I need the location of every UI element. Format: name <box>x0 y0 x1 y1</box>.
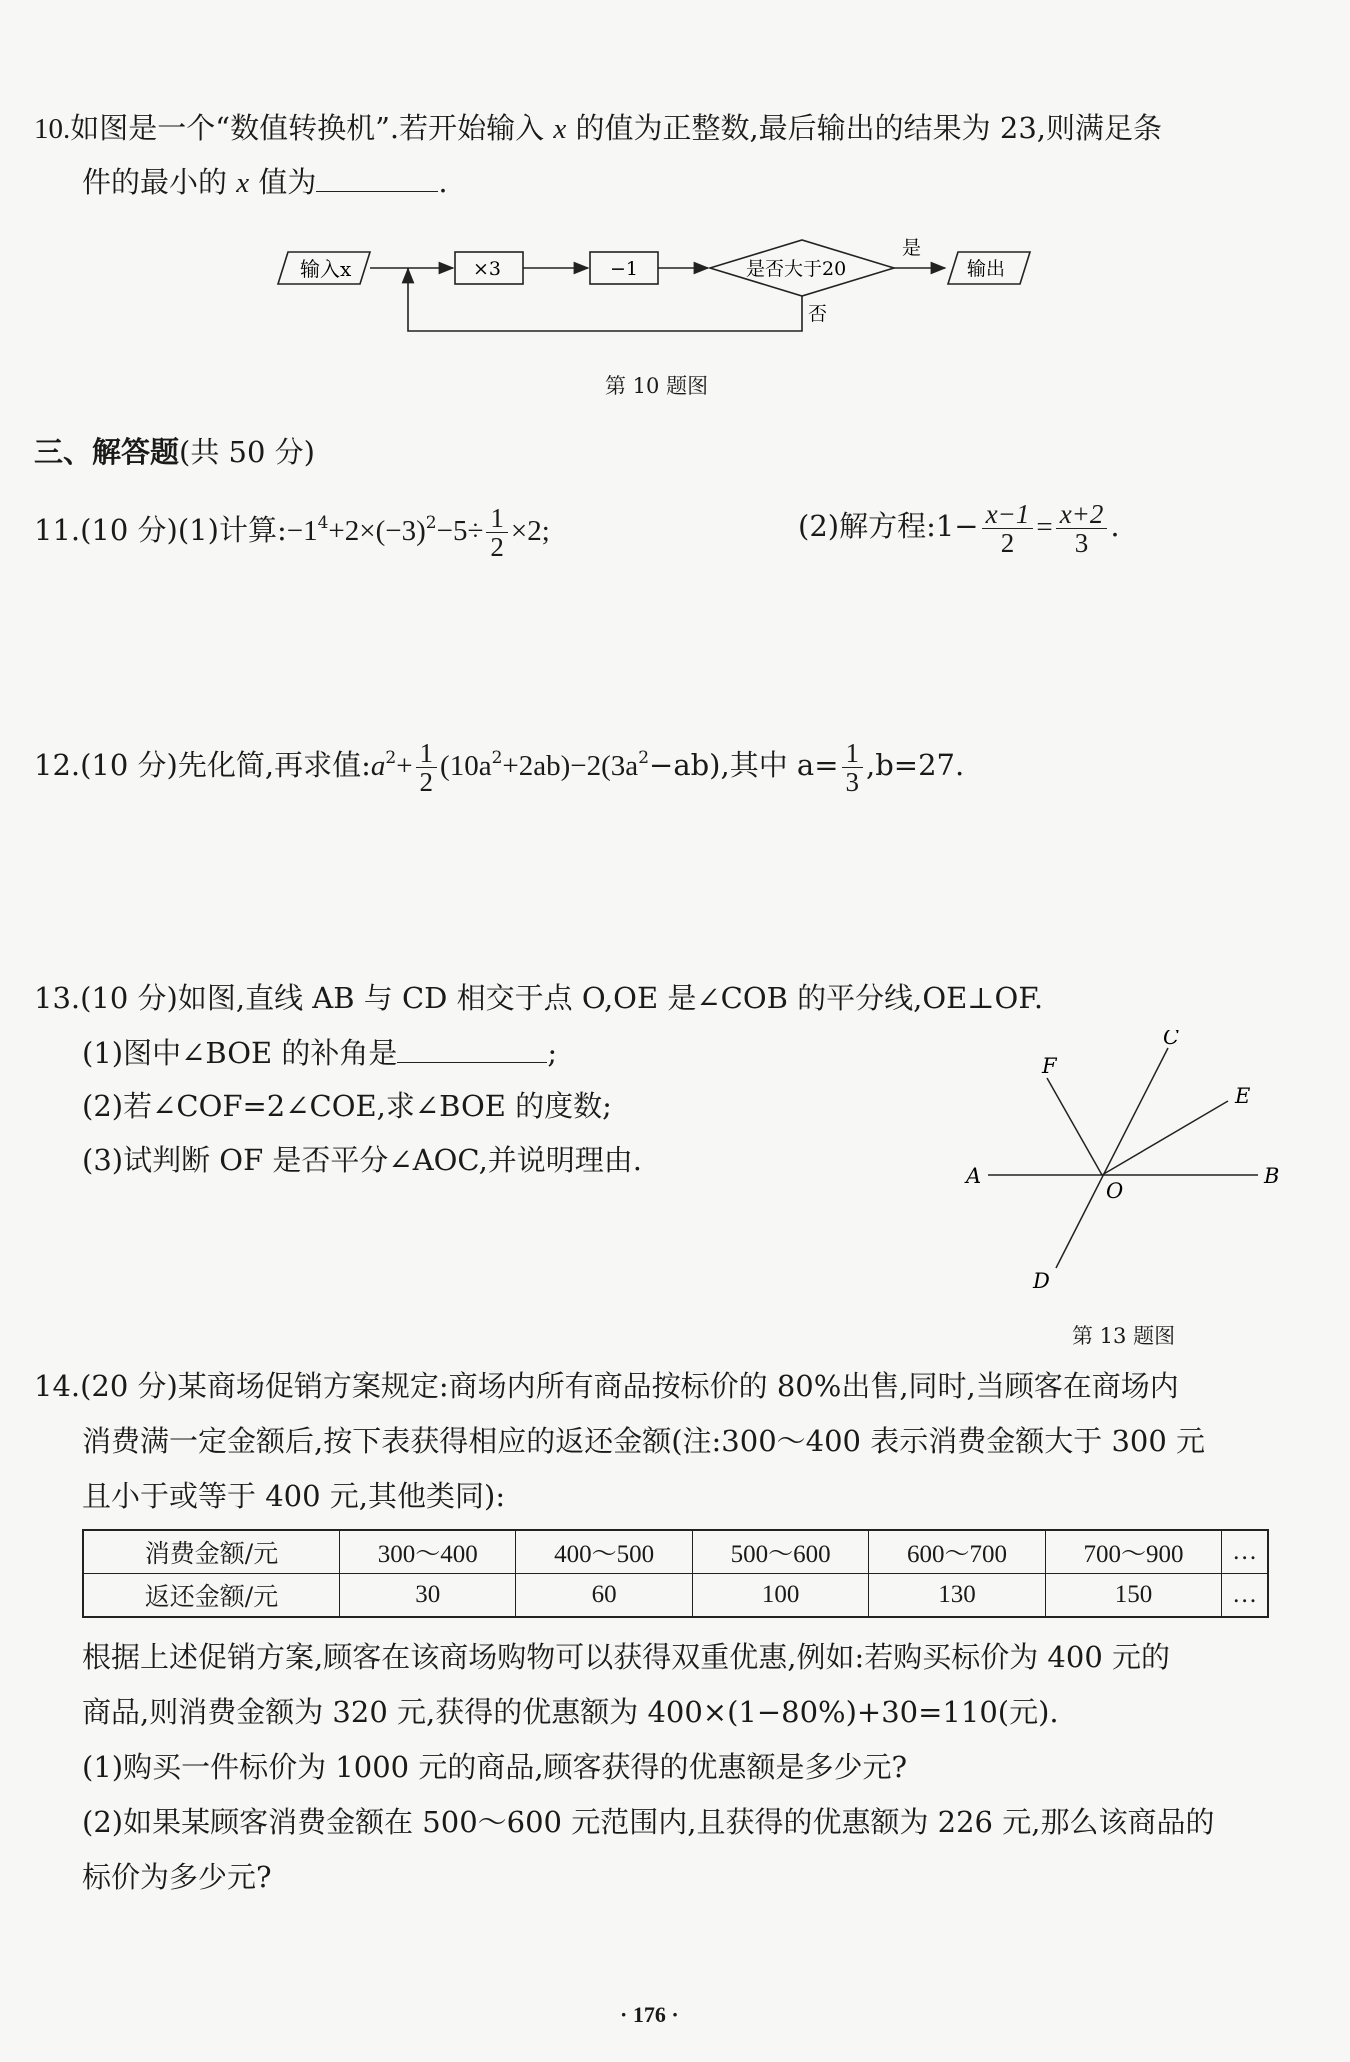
q10-variable-2: x <box>236 167 250 199</box>
table-cell: 400～500 <box>516 1530 692 1574</box>
q11-label: 11.(10 分)(1)计算: <box>34 513 287 547</box>
q11-expr-b: +2×(−3) <box>328 515 426 547</box>
point-d-label: D <box>1033 1269 1050 1293</box>
q11-part1 <box>34 500 550 560</box>
promo-table <box>82 1529 1269 1618</box>
q12-e1: a <box>370 750 386 782</box>
q12-fraction-half <box>416 739 438 796</box>
line-cd <box>1056 1048 1168 1268</box>
ray-oe <box>1102 1101 1228 1175</box>
q12-e2: + <box>396 750 413 782</box>
q12-a-num: 1 <box>842 739 864 768</box>
q10-text2a: 件的最小的 <box>82 165 228 199</box>
flow-yes-label: 是 <box>902 237 922 259</box>
table-row <box>83 1530 1268 1574</box>
q13-part1 <box>82 1033 557 1073</box>
table-header-spend: 消费金额/元 <box>83 1530 340 1574</box>
flow-decision-label: 是否大于20 <box>746 258 847 280</box>
table-header-refund: 返还金额/元 <box>83 1574 340 1618</box>
q14-after2: 商品,则消费金额为 320 元,获得的优惠额为 400×(1−80%)+30=110(元). <box>82 1695 1059 1729</box>
point-c-label: C <box>1163 1030 1180 1049</box>
q11-frac2-num: x−1 <box>982 500 1034 529</box>
q14-part2b: 标价为多少元? <box>82 1860 272 1894</box>
q13-part2: (2)若∠COF=2∠COE,求∠BOE 的度数; <box>82 1089 612 1123</box>
q11-equals: = <box>1036 511 1053 543</box>
table-row <box>83 1574 1268 1618</box>
point-a-label: A <box>966 1164 982 1188</box>
q12-frac-num: 1 <box>416 739 438 768</box>
q12-e5: −ab),其中 a= <box>649 748 839 782</box>
q12-e4-sup: 2 <box>638 748 650 768</box>
q11-part2 <box>798 496 1120 556</box>
q10-text1a: 如图是一个“数值转换机”.若开始输入 <box>70 111 545 145</box>
q11-frac3-den: 3 <box>1074 527 1089 558</box>
q12-e4: +2ab)−2(3a <box>502 750 639 782</box>
q14-line2: 消费满一定金额后,按下表获得相应的返还金额(注:300～400 表示消费金额大于 300 元 <box>82 1424 1206 1458</box>
q14-part1: (1)购买一件标价为 1000 元的商品,顾客获得的优惠额是多少元? <box>82 1750 908 1784</box>
q14-part2a: (2)如果某顾客消费金额在 500～600 元范围内,且获得的优惠额为 226 元,那么该商品的 <box>82 1805 1215 1839</box>
flow-no-label: 否 <box>808 303 828 325</box>
table-cell: 150 <box>1045 1574 1221 1618</box>
point-e-label: E <box>1235 1084 1251 1108</box>
table-cell: 300～400 <box>340 1530 516 1574</box>
table-cell: … <box>1222 1574 1268 1618</box>
q10-number: 10. <box>34 113 71 145</box>
q13-caption: 第 13 题图 <box>1072 1324 1176 1348</box>
q13-figure <box>960 1030 1300 1300</box>
point-f-label: F <box>1042 1054 1057 1078</box>
page-number: · 176 · <box>620 2002 679 2027</box>
q10-answer-blank[interactable] <box>316 187 438 192</box>
q12-e3: (10a <box>440 750 492 782</box>
q11-fraction-half <box>486 504 508 561</box>
q11-frac1-den: 2 <box>490 531 504 562</box>
table-cell: 30 <box>340 1574 516 1618</box>
section3-score: (共 50 分) <box>179 435 315 469</box>
q11-part2-label: (2)解方程:1− <box>798 509 979 543</box>
q11-frac1-num: 1 <box>486 504 508 533</box>
q13-line1: 13.(10 分)如图,直线 AB 与 CD 相交于点 O,OE 是∠COB 的平分线,OE⊥OF. <box>34 981 1044 1015</box>
q12-fraction-a <box>842 739 864 796</box>
q10-variable: x <box>553 113 567 145</box>
q13-part3: (3)试判断 OF 是否平分∠AOC,并说明理由. <box>82 1143 643 1177</box>
point-o-label: O <box>1106 1179 1124 1203</box>
q11-frac3-num: x+2 <box>1056 500 1108 529</box>
ray-of <box>1047 1078 1102 1175</box>
q10-caption: 第 10 题图 <box>605 374 709 398</box>
flow-multiply-label: ×3 <box>473 258 502 280</box>
q14-line3: 且小于或等于 400 元,其他类同): <box>82 1479 506 1513</box>
q10-text2b: 值为 <box>258 165 317 199</box>
q10-flowchart <box>270 228 1050 348</box>
q11-frac2-den: 2 <box>1000 527 1015 558</box>
q10-line2 <box>82 162 448 203</box>
flow-input-label: 输入x <box>300 257 352 281</box>
table-cell: 500～600 <box>692 1530 868 1574</box>
point-b-label: B <box>1264 1164 1280 1188</box>
flow-subtract-label: −1 <box>610 258 639 280</box>
q14-line1: 14.(20 分)某商场促销方案规定:商场内所有商品按标价的 80%出售,同时,当顾客在商场内 <box>34 1369 1179 1403</box>
q10-line1 <box>34 108 1162 149</box>
table-cell: 130 <box>869 1574 1045 1618</box>
section3-title: 三、解答题 <box>34 435 180 469</box>
q11-expr-b-sup: 2 <box>425 513 437 533</box>
table-cell: 700～900 <box>1045 1530 1221 1574</box>
q12-e3-sup: 2 <box>491 748 503 768</box>
q10-text1b: 的值为正整数,最后输出的结果为 23,则满足条 <box>575 111 1162 145</box>
q12-label: 12.(10 分)先化简,再求值: <box>34 748 371 782</box>
q11-expr-c: −5÷ <box>436 515 484 547</box>
q12-e1-sup: 2 <box>385 748 397 768</box>
q13-answer-blank[interactable] <box>397 1058 547 1063</box>
q11-fraction-left <box>982 500 1034 557</box>
q13-p1-text: (1)图中∠BOE 的补角是 <box>82 1036 398 1070</box>
flow-output-label: 输出 <box>967 258 1006 280</box>
table-cell: 600～700 <box>869 1530 1045 1574</box>
table-cell: … <box>1222 1530 1268 1574</box>
table-cell: 100 <box>692 1574 868 1618</box>
section3-heading <box>34 432 315 472</box>
q11-expr-a-sup: 4 <box>317 513 329 533</box>
q12-e6: ,b=27. <box>866 748 965 782</box>
table-cell: 60 <box>516 1574 692 1618</box>
q12-line <box>34 735 964 795</box>
q11-fraction-right <box>1056 500 1108 557</box>
q10-period: . <box>438 165 448 199</box>
q11-end: . <box>1110 509 1120 543</box>
q11-expr-d: ×2; <box>510 515 550 547</box>
q12-a-den: 3 <box>845 766 860 797</box>
q11-expr-a: −1 <box>286 515 318 547</box>
q13-p1-end: ; <box>547 1036 558 1070</box>
q14-after1: 根据上述促销方案,顾客在该商场购物可以获得双重优惠,例如:若购买标价为 400 元的 <box>82 1640 1170 1674</box>
q12-frac-den: 2 <box>419 766 434 797</box>
